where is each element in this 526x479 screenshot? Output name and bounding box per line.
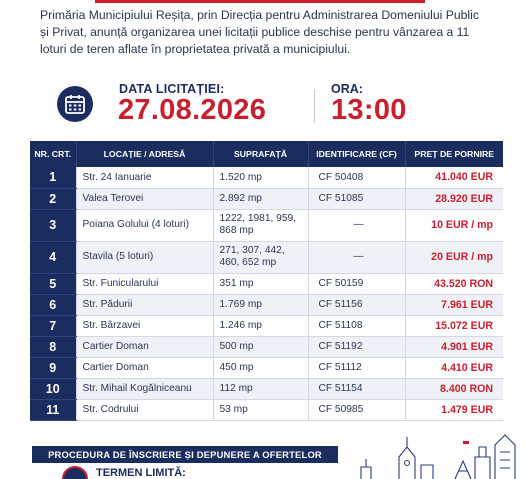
row-price: 4.410 EUR: [405, 357, 503, 378]
row-area: 2.892 mp: [213, 188, 308, 209]
auction-time-label: ORA:: [331, 82, 363, 96]
row-price: 43.520 RON: [405, 273, 503, 294]
auction-date-value: 27.08.2026: [118, 94, 267, 126]
header-location: LOCAȚIE / ADRESĂ: [76, 141, 213, 167]
row-price: 7.961 EUR: [405, 294, 503, 315]
header-nr: NR. CRT.: [30, 141, 76, 167]
table-row: [30, 378, 503, 399]
table-row: [30, 294, 503, 315]
row-area: 1.246 mp: [213, 315, 308, 336]
row-location: Str. Mihail Kogălniceanu: [76, 378, 213, 399]
row-location: Valea Terovei: [76, 188, 213, 209]
clock-icon: [62, 466, 88, 479]
row-price: 8.400 RON: [405, 378, 503, 399]
table-row: [30, 241, 503, 273]
row-cf: CF 51192: [308, 336, 405, 357]
row-area: 351 mp: [213, 273, 308, 294]
header-cf: IDENTIFICARE (CF): [308, 141, 405, 167]
row-cf: CF 51108: [308, 315, 405, 336]
row-location: Poiana Golului (4 loturi): [76, 209, 213, 241]
row-price: 28.920 EUR: [405, 188, 503, 209]
row-location: Str. Funicularului: [76, 273, 213, 294]
row-area: 1.520 mp: [213, 167, 308, 188]
city-skyline-illustration: [355, 427, 526, 479]
row-number: 11: [30, 399, 76, 420]
row-location: Cartier Doman: [76, 357, 213, 378]
row-price: 15.072 EUR: [405, 315, 503, 336]
table-row: [30, 399, 503, 420]
row-area: 112 mp: [213, 378, 308, 399]
auction-time-value: 13:00: [331, 94, 407, 126]
row-area: 1222, 1981, 959, 868 mp: [213, 209, 308, 241]
table-row: [30, 315, 503, 336]
table-row: [30, 336, 503, 357]
header-price: PREȚ DE PORNIRE: [405, 141, 503, 167]
table-row: [30, 188, 503, 209]
row-cf: CF 51156: [308, 294, 405, 315]
row-location: Cartier Doman: [76, 336, 213, 357]
row-area: 500 mp: [213, 336, 308, 357]
row-cf: CF 51112: [308, 357, 405, 378]
row-number: 7: [30, 315, 76, 336]
top-accent-bar: [95, 0, 425, 3]
deadline-label: TERMEN LIMITĂ:: [96, 467, 186, 479]
row-number: 6: [30, 294, 76, 315]
row-cf: CF 51085: [308, 188, 405, 209]
row-cf: CF 50408: [308, 167, 405, 188]
row-number: 5: [30, 273, 76, 294]
lots-table: [30, 141, 503, 421]
header-area: SUPRAFAȚĂ: [213, 141, 308, 167]
calendar-icon: [57, 86, 93, 122]
row-cf: CF 51154: [308, 378, 405, 399]
row-cf: —: [308, 241, 405, 273]
auction-date-label: DATA LICITAȚIEI:: [119, 82, 225, 96]
table-row: [30, 273, 503, 294]
date-time-divider: [314, 89, 315, 123]
row-number: 10: [30, 378, 76, 399]
table-row: [30, 167, 503, 188]
row-area: 53 mp: [213, 399, 308, 420]
row-location: Str. Bârzavei: [76, 315, 213, 336]
row-number: 8: [30, 336, 76, 357]
row-price: 1.479 EUR: [405, 399, 503, 420]
row-price: 10 EUR / mp: [405, 209, 503, 241]
row-area: 271, 307, 442, 460, 652 mp: [213, 241, 308, 273]
row-cf: CF 50985: [308, 399, 405, 420]
row-price: 4.901 EUR: [405, 336, 503, 357]
intro-paragraph: Primăria Municipiului Reșița, prin Direcția pentru Administrarea Domeniului Public și Privat, anunță organizarea unei licitații publice deschise pentru vânzarea a 11 loturi de teren aflate în proprietatea privată a municipiului.: [40, 8, 479, 56]
row-price: 41.040 EUR: [405, 167, 503, 188]
row-number: 1: [30, 167, 76, 188]
row-location: Str. 24 Ianuarie: [76, 167, 213, 188]
row-area: 450 mp: [213, 357, 308, 378]
row-number: 4: [30, 241, 76, 273]
row-number: 2: [30, 188, 76, 209]
row-location: Str. Pădurii: [76, 294, 213, 315]
row-number: 9: [30, 357, 76, 378]
row-area: 1.769 mp: [213, 294, 308, 315]
table-row: [30, 357, 503, 378]
table-header-row: [30, 141, 503, 167]
row-cf: —: [308, 209, 405, 241]
procedure-section-title: PROCEDURA DE ÎNSCRIERE ȘI DEPUNERE A OFERTELOR: [32, 446, 338, 463]
row-number: 3: [30, 209, 76, 241]
row-location: Stavila (5 loturi): [76, 241, 213, 273]
row-location: Str. Codrului: [76, 399, 213, 420]
row-price: 20 EUR / mp: [405, 241, 503, 273]
row-cf: CF 50159: [308, 273, 405, 294]
table-row: [30, 209, 503, 241]
